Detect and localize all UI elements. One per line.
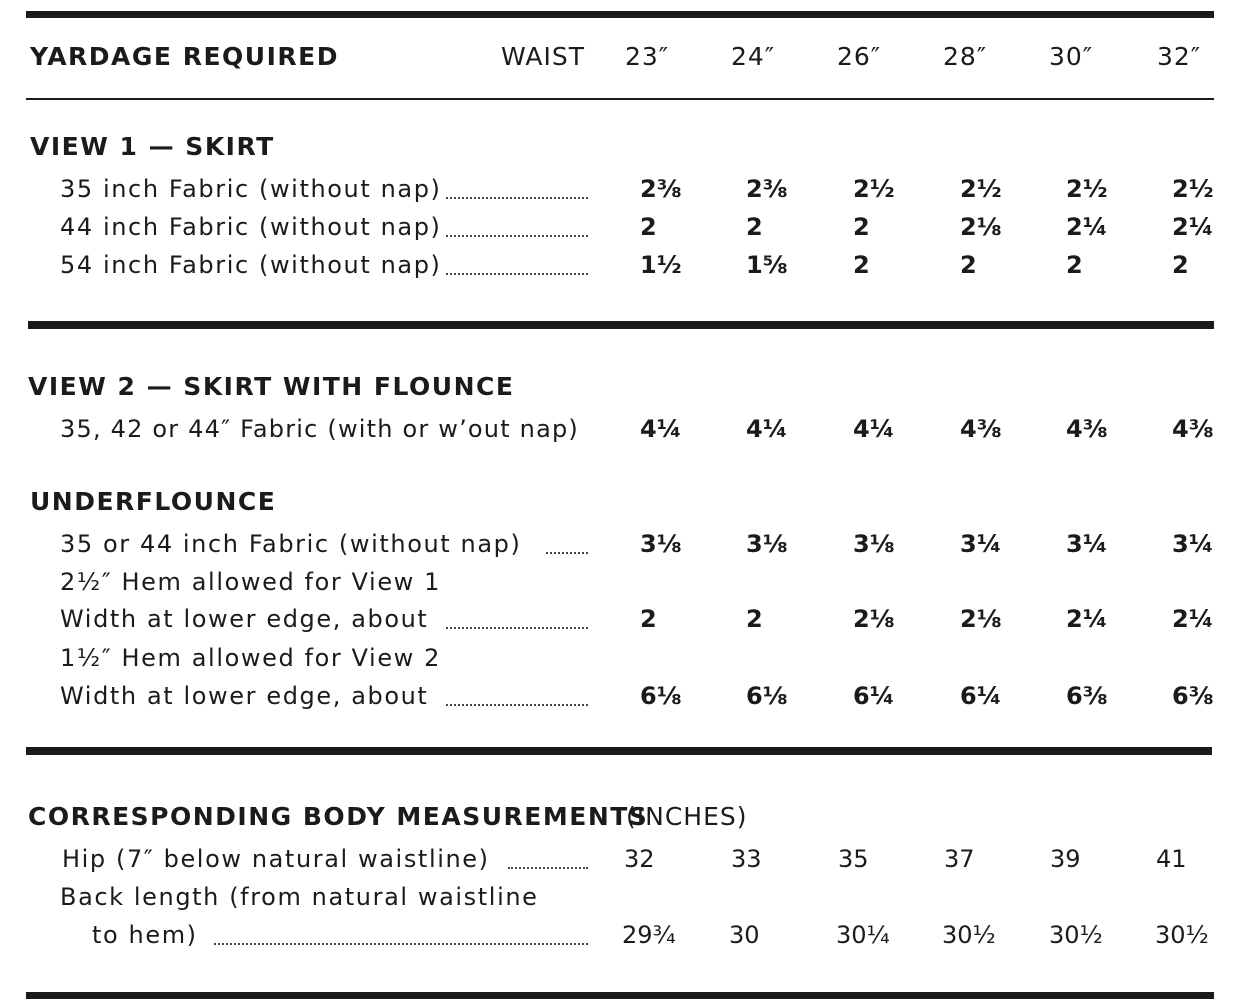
value-cell: 2 <box>746 605 763 633</box>
view1-row-label: 35 inch Fabric (without nap) <box>60 175 442 203</box>
value-cell: 2⅛ <box>853 605 895 633</box>
size-header: 28″ <box>943 42 988 71</box>
back-length-label: Back length (from natural waistline <box>60 883 539 911</box>
leader-dots <box>508 867 588 869</box>
value-cell: 3¼ <box>960 530 1002 558</box>
value-cell: 2¼ <box>1066 605 1108 633</box>
leader-dots <box>446 627 588 629</box>
section-rule-1 <box>28 321 1214 329</box>
value-cell: 2 <box>853 213 870 241</box>
leader-dots <box>446 273 588 275</box>
underflounce-row-label: 35 or 44 inch Fabric (without nap) <box>60 530 522 558</box>
value-cell: 30½ <box>1049 921 1103 949</box>
width-row-label: Width at lower edge, about <box>60 605 429 633</box>
value-cell: 2 <box>1172 251 1189 279</box>
value-cell: 2⅛ <box>960 605 1002 633</box>
view2-row-label: 35, 42 or 44″ Fabric (with or w’out nap) <box>60 415 579 443</box>
value-cell: 3⅛ <box>640 530 682 558</box>
size-header: 24″ <box>731 42 776 71</box>
bottom-rule <box>26 992 1214 999</box>
body-measurements-unit: (INCHES) <box>626 802 748 831</box>
value-cell: 2¼ <box>1172 213 1214 241</box>
table-title: YARDAGE REQUIRED <box>30 42 339 71</box>
value-cell: 3¼ <box>1172 530 1214 558</box>
size-header: 32″ <box>1157 42 1202 71</box>
leader-dots <box>446 704 588 706</box>
value-cell: 2 <box>640 213 657 241</box>
value-cell: 2⅛ <box>960 213 1002 241</box>
view1-title: VIEW 1 — SKIRT <box>30 132 275 161</box>
value-cell: 33 <box>731 845 762 873</box>
leader-dots <box>214 943 588 945</box>
value-cell: 4⅜ <box>960 415 1002 443</box>
value-cell: 2¼ <box>1172 605 1214 633</box>
value-cell: 3⅛ <box>746 530 788 558</box>
section-rule-2 <box>26 747 1212 755</box>
value-cell: 6¼ <box>960 682 1002 710</box>
value-cell: 6¼ <box>853 682 895 710</box>
value-cell: 2 <box>746 213 763 241</box>
size-header: 23″ <box>625 42 670 71</box>
value-cell: 30 <box>729 921 760 949</box>
value-cell: 6⅛ <box>640 682 682 710</box>
value-cell: 39 <box>1050 845 1081 873</box>
value-cell: 30½ <box>942 921 996 949</box>
width-row-label: Width at lower edge, about <box>60 682 429 710</box>
value-cell: 41 <box>1156 845 1187 873</box>
body-measurements-title: CORRESPONDING BODY MEASUREMENTS <box>28 802 649 831</box>
underflounce-title: UNDERFLOUNCE <box>30 487 277 516</box>
value-cell: 2½ <box>1172 175 1214 203</box>
view1-row-label: 44 inch Fabric (without nap) <box>60 213 442 241</box>
value-cell: 4¼ <box>746 415 788 443</box>
leader-dots <box>446 197 588 199</box>
value-cell: 3¼ <box>1066 530 1108 558</box>
value-cell: 6⅛ <box>746 682 788 710</box>
value-cell: 2 <box>853 251 870 279</box>
value-cell: 2⅜ <box>640 175 682 203</box>
value-cell: 2¼ <box>1066 213 1108 241</box>
value-cell: 2 <box>1066 251 1083 279</box>
value-cell: 2½ <box>960 175 1002 203</box>
size-header: 26″ <box>837 42 882 71</box>
hem-note: 2½″ Hem allowed for View 1 <box>60 568 442 596</box>
view1-row-label: 54 inch Fabric (without nap) <box>60 251 442 279</box>
back-length-label-cont: to hem) <box>92 921 198 949</box>
value-cell: 1½ <box>640 251 682 279</box>
hip-label: Hip (7″ below natural waistline) <box>62 845 490 873</box>
value-cell: 4¼ <box>640 415 682 443</box>
value-cell: 3⅛ <box>853 530 895 558</box>
value-cell: 4⅜ <box>1172 415 1214 443</box>
waist-label: WAIST <box>501 42 585 71</box>
value-cell: 2 <box>960 251 977 279</box>
value-cell: 6⅜ <box>1172 682 1214 710</box>
value-cell: 37 <box>944 845 975 873</box>
leader-dots <box>546 552 588 554</box>
value-cell: 30½ <box>1155 921 1209 949</box>
hem-note: 1½″ Hem allowed for View 2 <box>60 644 442 672</box>
value-cell: 4¼ <box>853 415 895 443</box>
value-cell: 32 <box>624 845 655 873</box>
view2-title: VIEW 2 — SKIRT WITH FLOUNCE <box>28 372 515 401</box>
value-cell: 4⅜ <box>1066 415 1108 443</box>
value-cell: 2⅜ <box>746 175 788 203</box>
value-cell: 2 <box>640 605 657 633</box>
value-cell: 1⅝ <box>746 251 788 279</box>
value-cell: 6⅜ <box>1066 682 1108 710</box>
value-cell: 2½ <box>853 175 895 203</box>
header-divider <box>26 98 1214 100</box>
value-cell: 29¾ <box>622 921 676 949</box>
leader-dots <box>446 235 588 237</box>
value-cell: 30¼ <box>836 921 890 949</box>
top-rule <box>26 11 1214 18</box>
size-header: 30″ <box>1049 42 1094 71</box>
value-cell: 2½ <box>1066 175 1108 203</box>
value-cell: 35 <box>838 845 869 873</box>
